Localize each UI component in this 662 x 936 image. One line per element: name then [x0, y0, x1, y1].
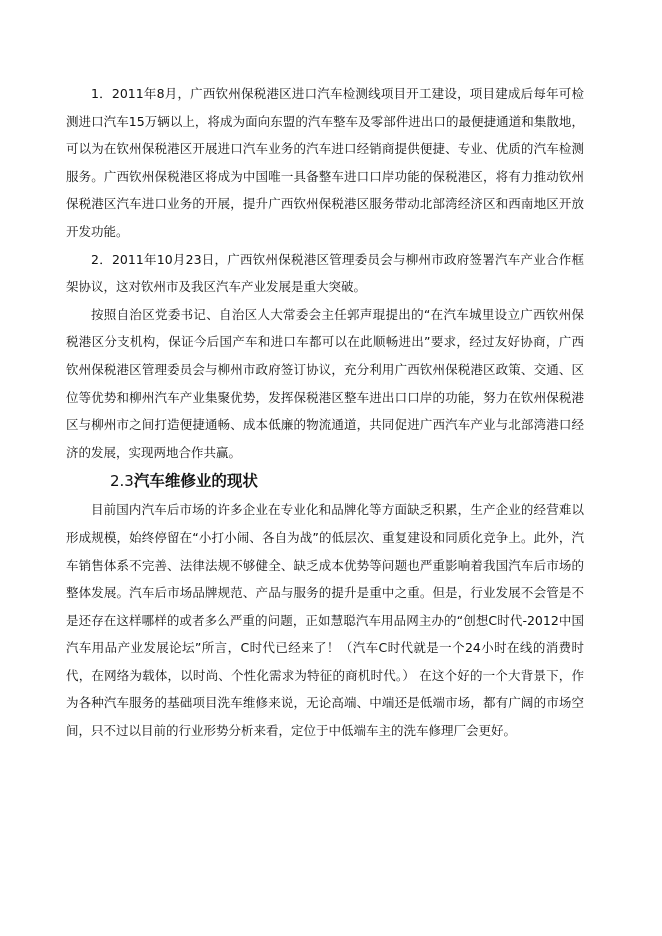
section-title: 汽车维修业的现状 — [133, 472, 258, 491]
paragraph-cooperation-agreement: 2．2011年10月23日，广西钦州保税港区管理委员会与柳州市政府签署汽车产业合作框架协议，这对钦州市及我区汽车产业发展是重大突破。 — [66, 251, 584, 295]
paragraph-aftermarket-status: 目前国内汽车后市场的许多企业在专业化和品牌化等方面缺乏积累，生产企业的经营难以形成规模，始终停留在“小打小闹、各自为战”的低层次、重复建设和同质化竞争上。此外，汽车销售体系不完善、法律法规不够健全、缺乏成本优势等问题也严重影响着我国汽车后市场的整体发展。汽车后市场品牌规范、产品与服务的提升是重中之重。但是，行业发展不会管是不是还存在这样哪样的或者多么严重的问题，正如慧聪汽车用品网主办的“创想C时代-2012中国汽车用品产业发展论坛”所言，C时代已经来了！（汽车C时代就是一个24小时在线的消费时代，在网络为载体，以时尚、个性化需求为特征的商机时代。） 在这个好的一个大背景下，作为各种汽车服务的基础项目洗车维修来说，无论高端、中端还是低端市场，都有广阔的市场空间，只不过以目前的行业形势分析来看，定位于中低端车主的洗车修理厂会更好。 — [66, 502, 584, 739]
paragraph-vehicle-inspection-line: 1．2011年8月，广西钦州保税港区进口汽车检测线项目开工建设，项目建成后每年可检测进口汽车15万辆以上，将成为面向东盟的汽车整车及零部件进出口的最便捷通道和集散地，可以为在钦州保税港区开展进口汽车业务的汽车进口经销商提供便捷、专业、优质的汽车检测服务。广西钦州保税港区将成为中国唯一具备整车进口口岸功能的保税港区，将有力推动钦州保税港区汽车进口业务的开展，提升广西钦州保税港区服务带动北部湾经济区和西南地区开放开发功能。 — [66, 86, 584, 239]
document-page — [66, 80, 584, 745]
section-number: 2.3 — [110, 472, 134, 491]
section-heading — [66, 466, 584, 496]
paragraph-branch-institution: 按照自治区党委书记、自治区人大常委会主任郭声琨提出的“在汽车城里设立广西钦州保税港区分支机构，保证今后国产车和进口车都可以在此顺畅进出”要求，经过友好协商，广西钦州保税港区管理委员会与柳州市政府签订协议，充分利用广西钦州保税港区政策、交通、区位等优势和柳州汽车产业集聚优势，发挥保税港区整车进出口口岸的功能，努力在钦州保税港区与柳州市之间打造便捷通畅、成本低廉的物流通道，共同促进广西汽车产业与北部湾港口经济的发展，实现两地合作共赢。 — [66, 306, 584, 460]
